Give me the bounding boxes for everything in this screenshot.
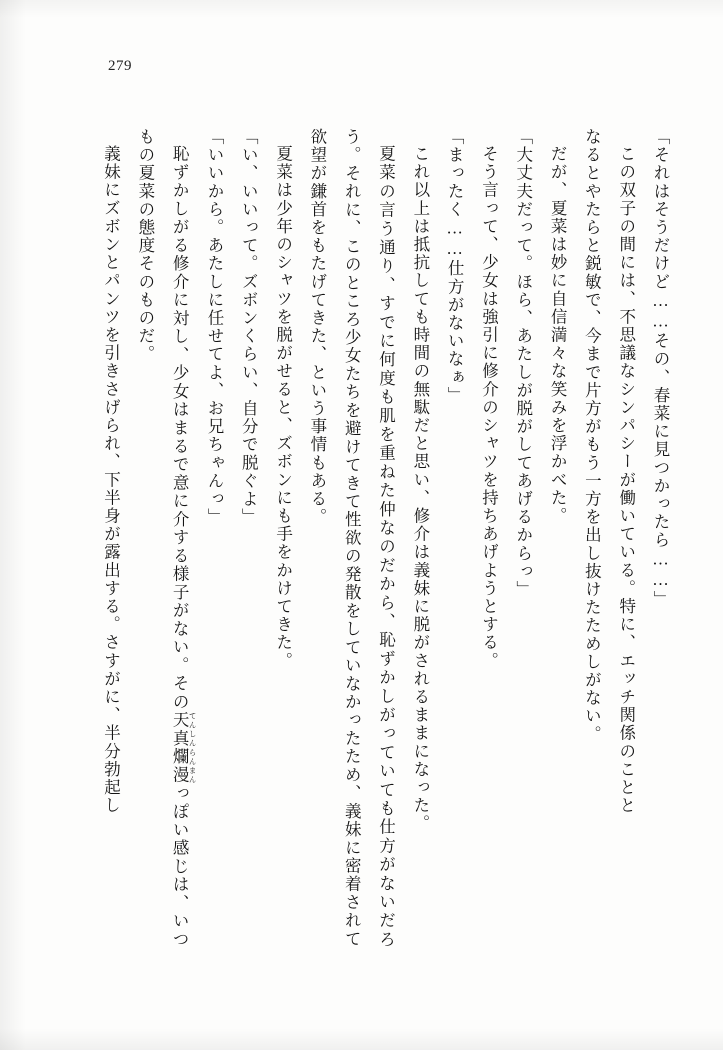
paragraph: 「まったく……仕方がないなぁ」 [445,128,465,405]
paragraph-part: 恥ずかしがる修介に対し、少女はまるで意に介する様子がない。その天真爛漫 てんしんらんまんっぽい感じは、いつもの夏菜の態度そのものだ。 [135,128,198,948]
paragraph: 「い、いいって。ズボンくらい、自分で脱ぐよ」 [239,128,259,527]
page-edge-shading-left [0,0,26,1050]
paragraph: だが、夏菜は妙に自信満々な笑みを浮かべた。 [548,144,568,525]
page-edge-shading-top [0,0,723,18]
ruby-reading: てんしんらんまん [188,710,198,784]
paragraph: 義妹にズボンとパンツを引きさげられ、下半身が露出する。さすがに、半分勃起し [101,144,121,815]
paragraph: 夏菜は少年のシャツを脱がせると、ズボンにも手をかけてきた。 [273,144,293,670]
page-body-text [70,128,677,948]
paragraph: この双子の間には、不思議なシンパシーが働いている。特に、エッチ関係のことと [616,144,636,815]
page-number: 279 [108,58,132,74]
paragraph: 「大丈夫だって。ほら、あたしが脱がしてあげるからっ」 [513,128,533,599]
paragraph: 夏菜の言う通り、すでに何度も肌を重ねた仲なのだから、恥ずかしがっていても仕方がないだろう。それに、このところ少女たちを避けてきて性欲の発散をしていなかったため、義妹に密着されて欲望が鎌首をもたげてきた、という事情もある。 [307,128,396,948]
paragraph: 「それはそうだけど……その、春菜に見つかったら……」 [651,128,670,609]
ruby-annotation: 天真爛漫 てんしんらんまん [170,710,198,784]
paragraph: なるとやたらと鋭敏で、今まで片方がもう一方を出し抜けたためしがない。 [582,128,602,744]
paragraph: 「いいから。あたしに任せてよ、お兄ちゃんっ」 [204,128,224,527]
paragraph: そう言って、少女は強引に修介のシャツを持ちあげようとする。 [479,144,499,670]
paragraph-with-ruby [128,128,197,948]
paragraph: これ以上は抵抗しても時間の無駄だと思い、修介は義妹に脱がされるままになった。 [410,144,430,833]
page-edge-shading-bottom [0,1028,723,1050]
